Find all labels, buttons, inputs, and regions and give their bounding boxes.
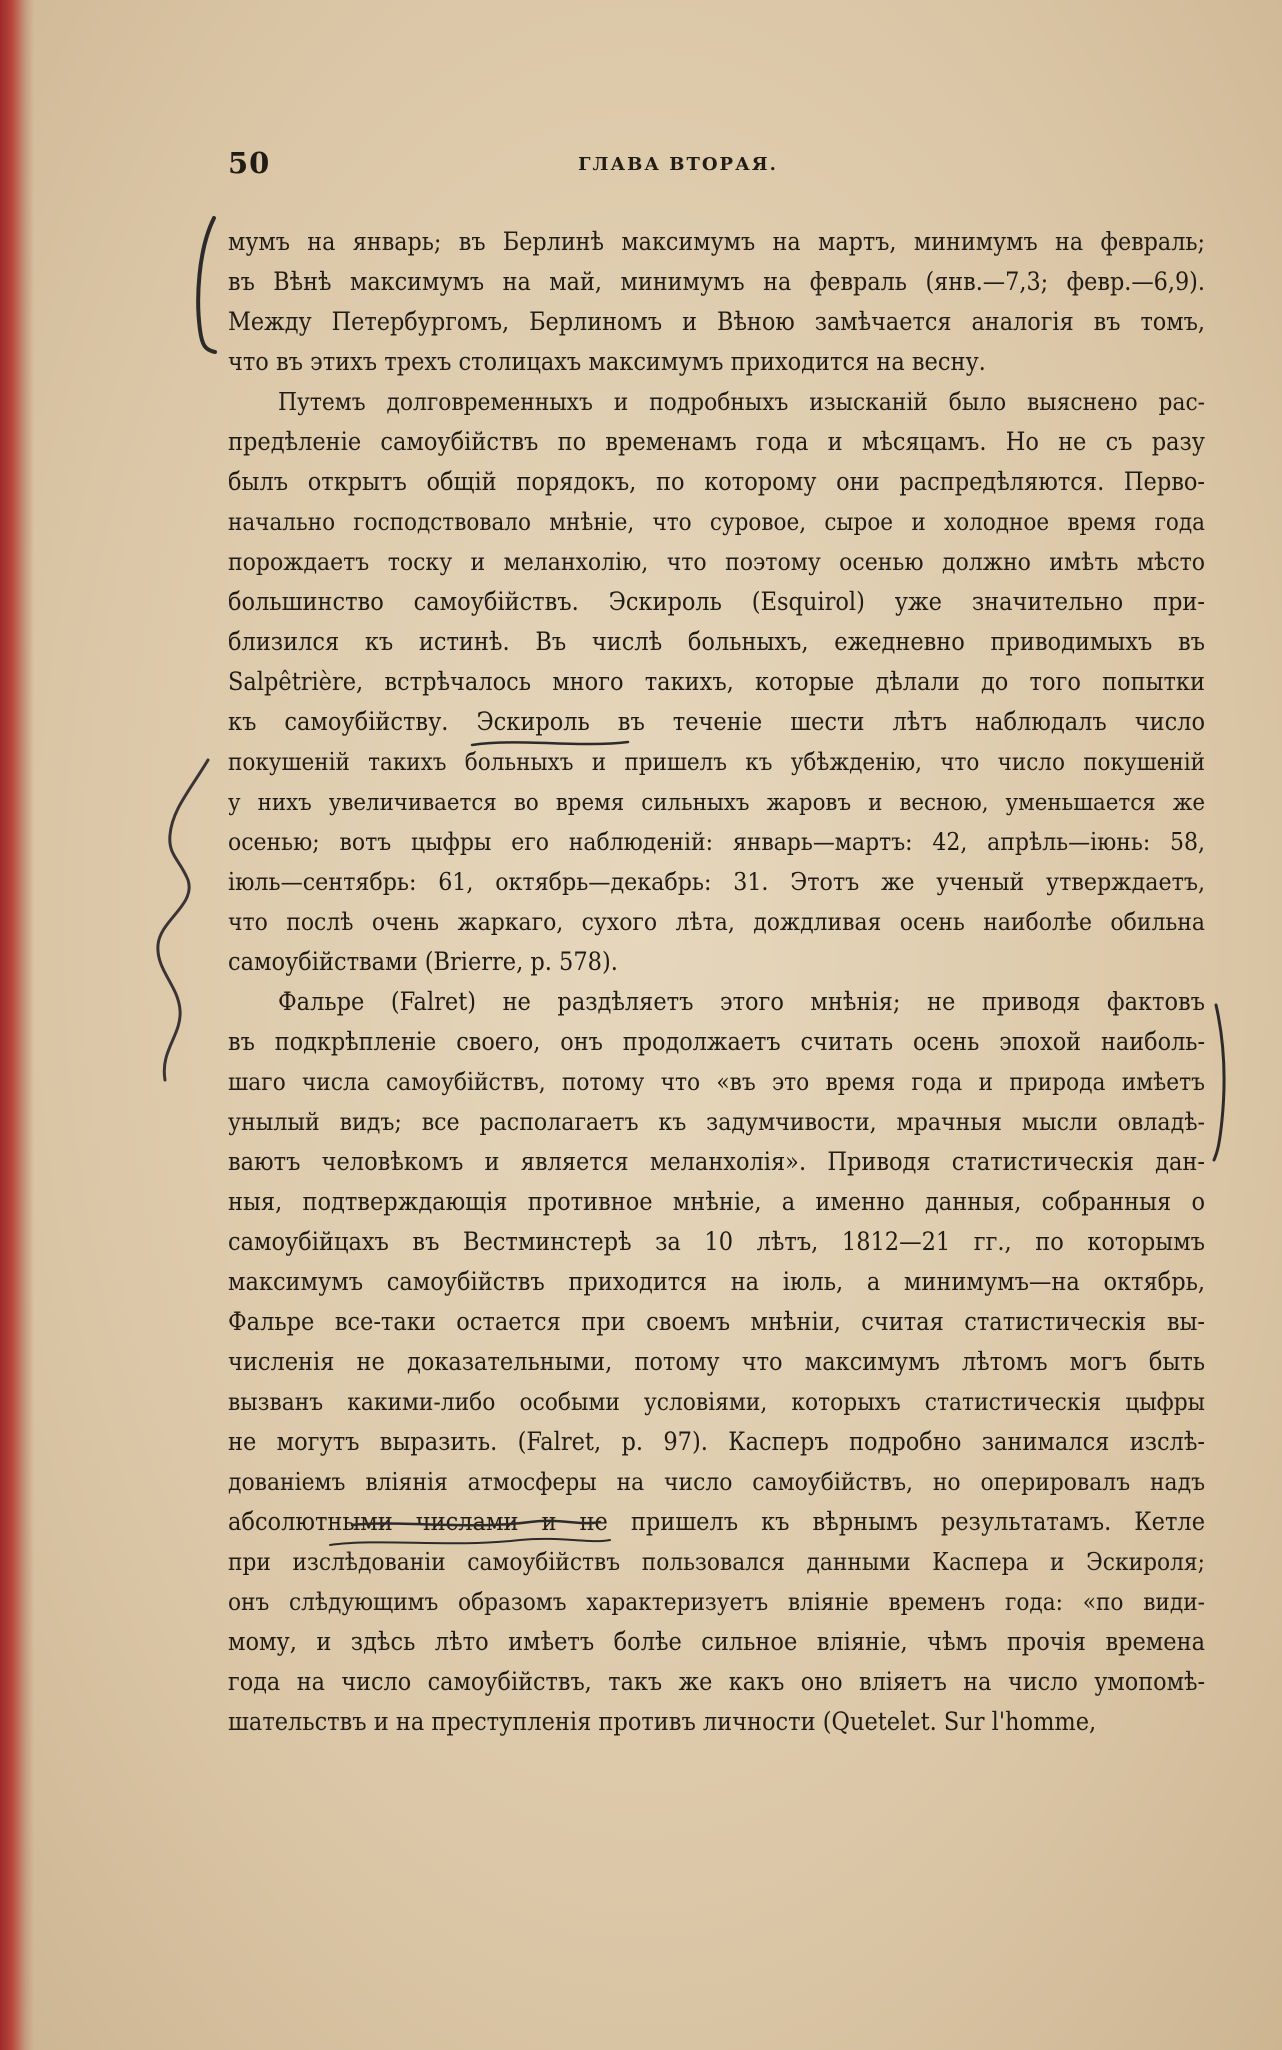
text-line: порождаетъ тоску и меланхолію, что поэтому осенью должно имѣть мѣсто [228, 547, 1205, 576]
text-line: мумъ на январь; въ Берлинѣ максимумъ на мартъ, минимумъ на февраль; [228, 227, 1205, 256]
text-line: Между Петербургомъ, Берлиномъ и Вѣною замѣчается аналогія въ томъ, [228, 307, 1205, 336]
text-line: онъ слѣдующимъ образомъ характеризуетъ вліяніе временъ года: «по види- [228, 1588, 1205, 1616]
text-line: что послѣ очень жаркаго, сухого лѣта, дождливая осень наиболѣе обильна [228, 907, 1205, 936]
body-text [228, 222, 1205, 1742]
text-line: Salpêtrière, встрѣчалось много такихъ, которые дѣлали до того попытки [228, 667, 1205, 696]
running-head: ГЛАВА ВТОРАЯ. [578, 154, 778, 175]
text-line: года на число самоубійствъ, такъ же какъ оно вліяетъ на число умопомѣ- [228, 1667, 1205, 1696]
text-line: численія не доказательными, потому что максимумъ лѣтомъ могъ быть [228, 1347, 1205, 1376]
text-line: Путемъ долговременныхъ и подробныхъ изысканій было выяснено рас- [278, 388, 1205, 416]
text-line: самоубійствами (Brierre, p. 578). [228, 947, 618, 976]
text-line: близился къ истинѣ. Въ числѣ больныхъ, ежедневно приводимыхъ въ [228, 627, 1205, 656]
text-line: осенью; вотъ цыфры его наблюденій: январь—мартъ: 42, апрѣль—іюнь: 58, [228, 827, 1205, 856]
text-line: максимумъ самоубійствъ приходится на іюль, а минимумъ—на октябрь, [228, 1267, 1205, 1296]
text-line: что въ этихъ трехъ столицахъ максимумъ приходится на весну. [228, 347, 986, 376]
text-line: Фальре (Falret) не раздѣляетъ этого мнѣнія; не приводя фактовъ [278, 987, 1205, 1016]
text-line: ваютъ человѣкомъ и является меланхолія». Приводя статистическія дан- [228, 1147, 1205, 1176]
text-line: вызванъ какими-либо особыми условіями, которыхъ статистическія цыфры [228, 1388, 1205, 1416]
text-line: ныя, подтверждающія противное мнѣніе, а именно данныя, собранныя о [228, 1187, 1205, 1216]
text-line: унылый видъ; все располагаетъ къ задумчивости, мрачныя мысли овладѣ- [228, 1107, 1205, 1136]
text-line: въ подкрѣпленіе своего, онъ продолжаетъ считать осень эпохой наиболь- [228, 1027, 1205, 1056]
text-line: большинство самоубійствъ. Эскироль (Esquirol) уже значительно при- [228, 587, 1205, 616]
text-line: у нихъ увеличивается во время сильныхъ жаровъ и весною, уменьшается же [228, 788, 1205, 816]
text-line: шаго числа самоубійствъ, потому что «въ это время года и природа имѣетъ [228, 1068, 1205, 1096]
text-line: при изслѣдованіи самоубійствъ пользовался данными Каспера и Эскироля; [228, 1548, 1205, 1576]
text-line: Фальре все-таки остается при своемъ мнѣніи, считая статистическія вы- [228, 1307, 1205, 1336]
text-line: былъ открытъ общій порядокъ, по которому они распредѣляются. Перво- [228, 467, 1205, 496]
text-line: не могутъ выразить. (Falret, p. 97). Касперъ подробно занимался изслѣ- [228, 1427, 1205, 1456]
text-line: дованіемъ вліянія атмосферы на число самоубійствъ, но оперировалъ надъ [228, 1467, 1205, 1496]
text-line: въ Вѣнѣ максимумъ на май, минимумъ на февраль (янв.—7,3; февр.—6,9). [228, 267, 1205, 296]
text-line: шательствъ и на преступленія противъ личности (Quetelet. Sur l'homme, [228, 1707, 1097, 1736]
page-number: 50 [228, 146, 271, 180]
page-header [228, 146, 1208, 186]
text-line: къ самоубійству. Эскироль въ теченіе шести лѣтъ наблюдалъ число [228, 707, 1205, 736]
text-line: іюль—сентябрь: 61, октябрь—декабрь: 31. Этотъ же ученый утверждаетъ, [228, 867, 1205, 896]
text-line: покушеній такихъ больныхъ и пришелъ къ убѣжденію, что число покушеній [228, 748, 1205, 776]
text-line: предѣленіе самоубійствъ по временамъ года и мѣсяцамъ. Но не съ разу [228, 427, 1205, 456]
book-spine-edge [0, 0, 34, 2050]
text-line: начально господствовало мнѣніе, что суровое, сырое и холодное время года [228, 508, 1205, 536]
text-line: абсолютными числами и не пришелъ къ вѣрнымъ результатамъ. Кетле [228, 1507, 1205, 1536]
text-line: самоубійцахъ въ Вестминстерѣ за 10 лѣтъ, 1812—21 гг., по которымъ [228, 1227, 1205, 1256]
text-line: мому, и здѣсь лѣто имѣетъ болѣе сильное вліяніе, чѣмъ прочія времена [228, 1627, 1205, 1656]
